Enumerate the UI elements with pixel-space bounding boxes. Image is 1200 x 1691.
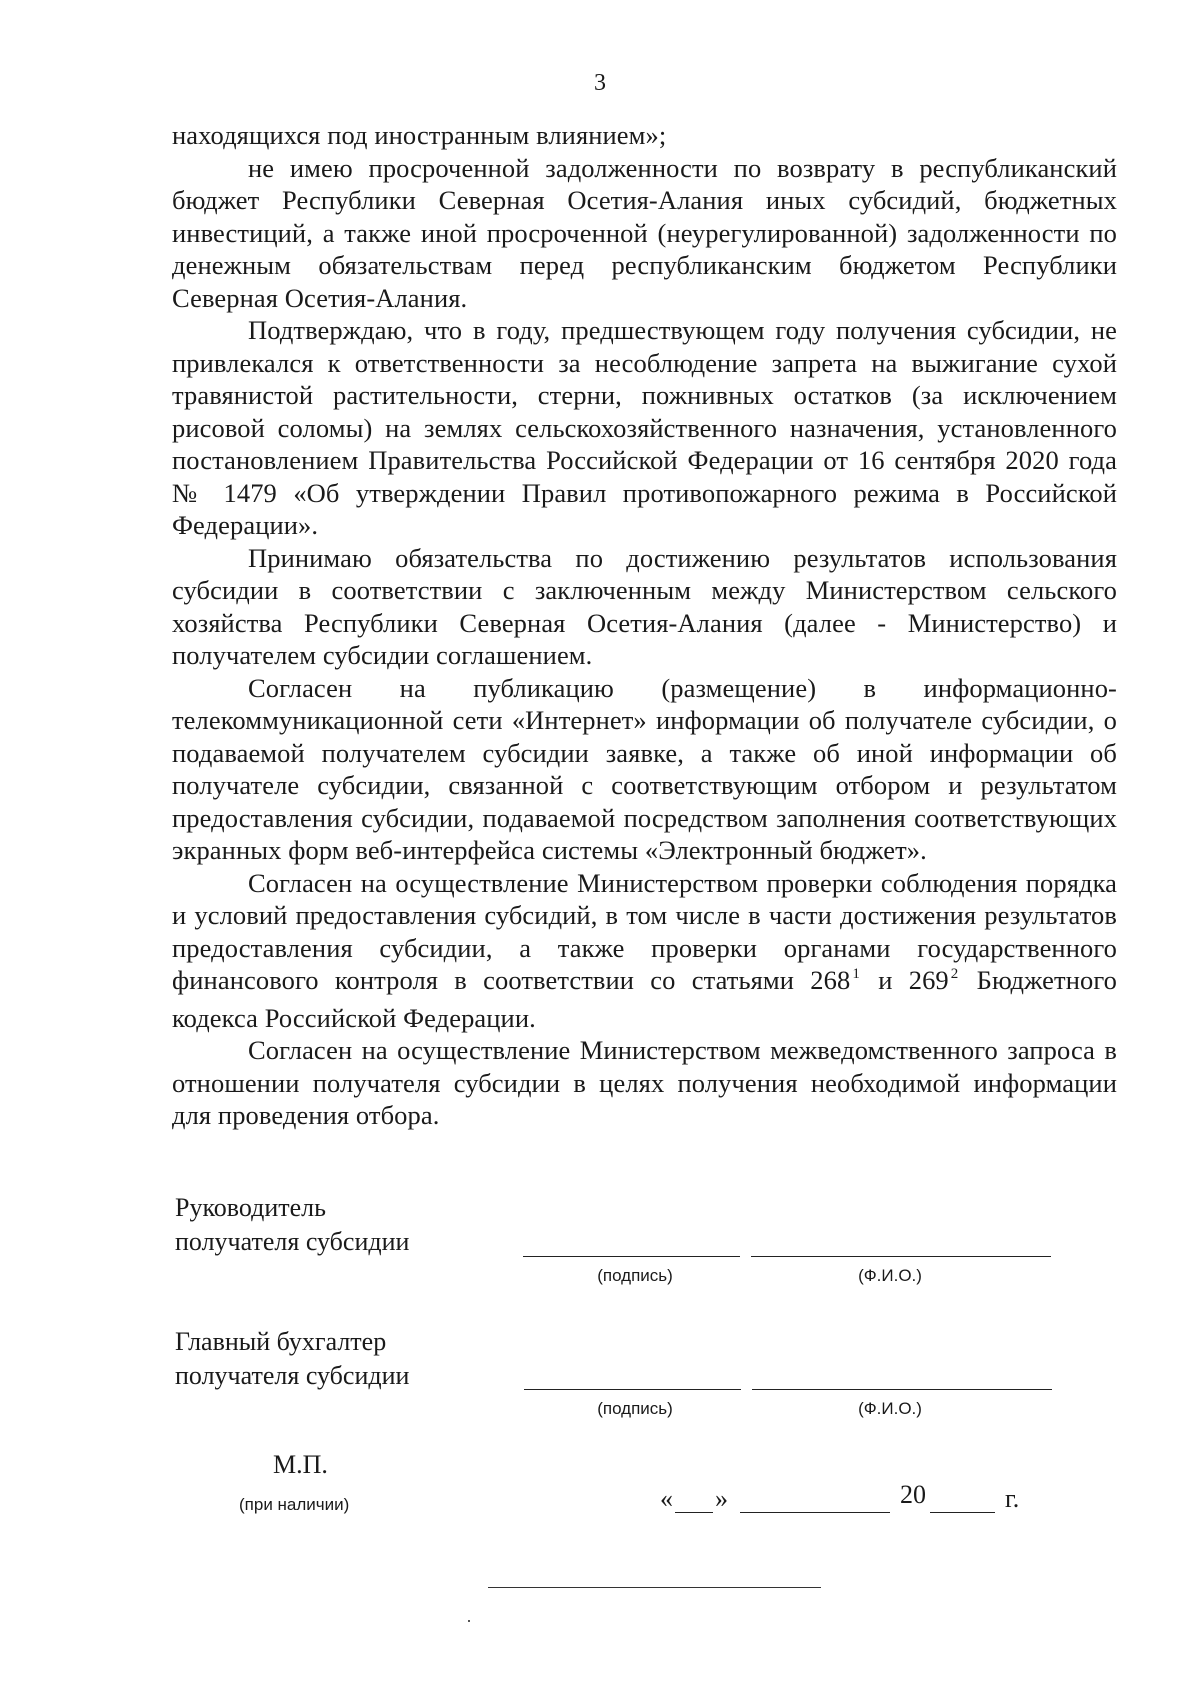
paragraph-interagency-consent: Согласен на осуществление Министерством межведомственного запроса в отношении получателя субсидии в целях получения необходимой информации для проведения отбора. bbox=[172, 1035, 1117, 1130]
date-close-quote: » bbox=[715, 1484, 728, 1513]
audit-consent-text: Согласен на осуществление Министерством проверки соблюдения порядка и условий предоставления субсидий, в том числе в части достижения результатов предоставления субсидии, а также проверки органами государственного финансового контроля в соответствии со статьями 268 bbox=[172, 867, 1117, 995]
head-signature-line bbox=[523, 1256, 740, 1257]
accountant-signature-caption: (подпись) bbox=[597, 1399, 673, 1418]
article-superscript-2: 2 bbox=[950, 966, 959, 982]
paragraph-no-burning-liability: Подтверждаю, что в году, предшествующем году получения субсидии, не привлекался к ответственности за несоблюдение запрета на выжигание сухой травянистой растительности, стерни, пожнивных остатков (за исключением рисовой соломы) на землях сельскохозяйственного назначения, установленного постановлением Правительства Российской Федерации от 16 сентября 2020 года № 1479 «Об утверждении Правил противопожарного режима в Российской Федерации». bbox=[172, 315, 1117, 540]
accountant-signature-line bbox=[524, 1389, 741, 1390]
scan-speck bbox=[468, 1620, 470, 1622]
accountant-signature-label bbox=[175, 1325, 409, 1393]
document-body bbox=[172, 119, 1117, 1132]
article-269: 269 bbox=[908, 965, 949, 995]
date-year-suffix: г. bbox=[1005, 1484, 1020, 1513]
stamp-label: М.П. bbox=[273, 1450, 328, 1479]
head-label-line2: получателя субсидии bbox=[175, 1227, 410, 1256]
head-label-line1: Руководитель bbox=[175, 1193, 326, 1222]
budget-code-text: Бюджетного кодекса Российской Федерации. bbox=[172, 965, 1117, 1033]
head-name-caption: (Ф.И.О.) bbox=[858, 1266, 922, 1285]
date-year-prefix: 20 bbox=[900, 1480, 926, 1509]
date-month-line bbox=[740, 1512, 890, 1513]
head-signature-label bbox=[175, 1191, 409, 1259]
paragraph-publication-consent: Согласен на публикацию (размещение) в информационно-телекоммуникационной сети «Интернет» информации об получателе субсидии, о подаваемой получателем субсидии заявке, а также об иной информации об получателе субсидии, связанной с соответствующим отбором и результатом предоставления субсидии, подаваемой посредством заполнения соответствующих экранных форм веб-интерфейса системы «Электронный бюджет». bbox=[172, 672, 1117, 865]
date-day-line bbox=[675, 1512, 713, 1513]
date-year-line bbox=[930, 1512, 995, 1513]
audit-consent-and: и bbox=[878, 965, 893, 995]
paragraph-continuation: находящихся под иностранным влиянием»; bbox=[172, 120, 667, 150]
page-number: 3 bbox=[594, 70, 606, 96]
paragraph-audit-consent bbox=[172, 867, 1117, 1035]
accountant-name-caption: (Ф.И.О.) bbox=[858, 1399, 922, 1418]
paragraph-obligations: Принимаю обязательства по достижению результатов использования субсидии в соответствии с заключенным между Министерством сельского хозяйства Республики Северная Осетия-Алания (далее - Министерство) и получателем субсидии соглашением. bbox=[172, 542, 1117, 670]
stamp-note: (при наличии) bbox=[239, 1495, 350, 1514]
head-name-line bbox=[751, 1256, 1051, 1257]
head-signature-caption: (подпись) bbox=[597, 1266, 673, 1285]
accountant-label-line1: Главный бухгалтер bbox=[175, 1327, 387, 1356]
accountant-label-line2: получателя субсидии bbox=[175, 1361, 410, 1390]
paragraph-no-debt: не имею просроченной задолженности по возврату в республиканский бюджет Республики Северная Осетия-Алания иных субсидий, бюджетных инвестиций, а также иной просроченной (неурегулированной) задолженности по денежным обязательствам перед республиканским бюджетом Республики Северная Осетия-Алания. bbox=[172, 152, 1117, 313]
accountant-name-line bbox=[752, 1389, 1052, 1390]
article-superscript-1: 1 bbox=[852, 966, 860, 982]
date-open-quote: « bbox=[660, 1484, 673, 1513]
closing-rule bbox=[488, 1587, 821, 1588]
